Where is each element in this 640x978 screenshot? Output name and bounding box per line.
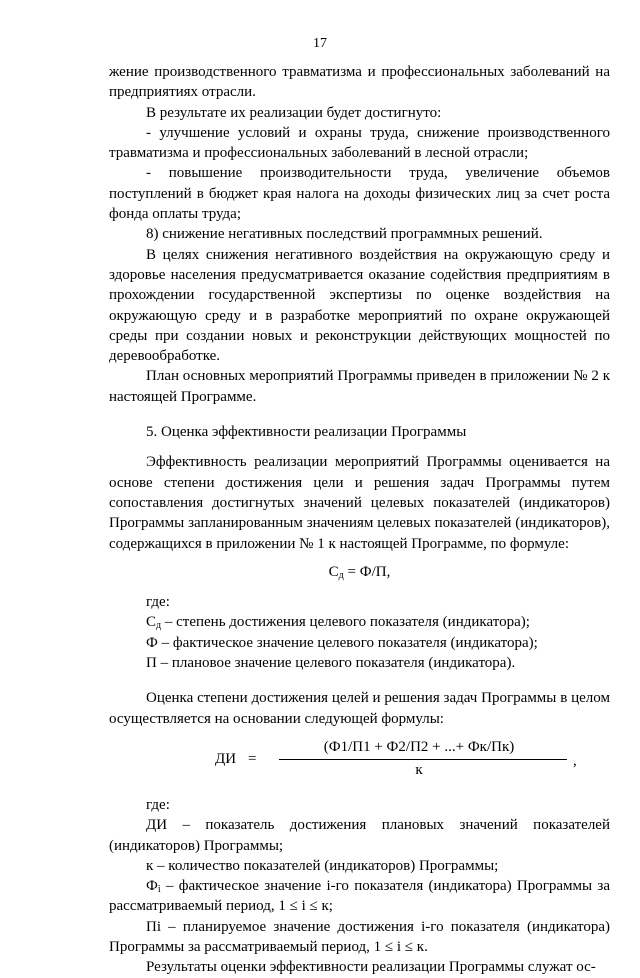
document-body bbox=[109, 62, 610, 978]
formula-equals: = bbox=[248, 750, 257, 767]
definition-subscript: i bbox=[157, 884, 161, 896]
list-item: - повышение производительности труда, увеличение объемов поступлений в бюджет края налога на доходы физических лиц за счет роста фонда оплаты труда; bbox=[109, 165, 610, 223]
formula-symbol: С bbox=[328, 563, 339, 580]
paragraph: жение производственного травматизма и профессиональных заболеваний на предприятиях отрасли. bbox=[109, 64, 610, 101]
definition-item bbox=[109, 876, 610, 917]
paragraph: В целях снижения негативного воздействия на окружающую среду и здоровье населения предусматривается оказание содействия предприятиям в прохождении государственной экспертизы по оценке воздействия на окружающую среду и в разработке мероприятий по охране окружающей среды при создании новых и реконструкции действующих мощностей по деревообработке. bbox=[109, 246, 610, 365]
paragraph: Эффективность реализации мероприятий Программы оценивается на основе степени достижения цели и решения задач Программы путем сопоставления достигнутых значений целевых показателей (индикаторов) Программы запланированным значениям целевых показателей (индикаторов), содержащихся в приложении № 1 к настоящей Программе, по формуле: bbox=[109, 454, 610, 552]
paragraph: План основных мероприятий Программы приведен в приложении № 2 к настоящей Программе. bbox=[109, 368, 610, 405]
definition-text: – степень достижения целевого показателя (индикатора); bbox=[161, 614, 530, 631]
definition-symbol: Ф bbox=[146, 878, 158, 895]
formula-denominator: к bbox=[415, 761, 423, 778]
list-item: - улучшение условий и охраны труда, снижение производственного травматизма и профессиональных заболеваний в лесной отрасли; bbox=[109, 124, 610, 162]
definition-item: к – количество показателей (индикаторов) Программы; bbox=[146, 857, 499, 874]
definition-item: Ф – фактическое значение целевого показателя (индикатора); bbox=[146, 634, 538, 651]
formula-sd bbox=[109, 562, 610, 582]
definition-text: – фактическое значение i-го показателя (индикатора) Программы за рассматриваемый период, 1 ≤ i ≤ к; bbox=[109, 878, 610, 915]
paragraph: Результаты оценки эффективности реализации Программы служат ос- bbox=[146, 959, 596, 976]
list-item: 8) снижение негативных последствий программных решений. bbox=[146, 226, 543, 243]
page-number: 17 bbox=[313, 36, 327, 51]
where-label: где: bbox=[146, 594, 170, 611]
formula-comma: , bbox=[573, 752, 577, 769]
definition-item: Пi – планируемое значение достижения i-го показателя (индикатора) Программы за рассматриваемый период, 1 ≤ i ≤ к. bbox=[109, 918, 610, 955]
section-heading: 5. Оценка эффективности реализации Программы bbox=[146, 424, 467, 441]
formula-lhs: ДИ bbox=[215, 750, 237, 767]
definition-item: П – плановое значение целевого показателя (индикатора). bbox=[146, 655, 516, 672]
definition-item bbox=[109, 612, 610, 632]
formula-numerator: (Ф1/П1 + Ф2/П2 + ...+ Фк/Пк) bbox=[323, 738, 515, 755]
paragraph: В результате их реализации будет достигнуто: bbox=[146, 104, 442, 121]
formula-rhs: = Ф/П, bbox=[343, 563, 391, 580]
formula-subscript: д bbox=[338, 569, 344, 581]
definition-symbol: С bbox=[146, 614, 157, 631]
paragraph: Оценка степени достижения целей и решения задач Программы в целом осуществляется на основании следующей формулы: bbox=[109, 690, 610, 727]
where-label: где: bbox=[146, 796, 170, 813]
formula-di bbox=[109, 737, 610, 785]
definition-item: ДИ – показатель достижения плановых значений показателей (индикаторов) Программы; bbox=[109, 817, 610, 854]
definition-subscript: д bbox=[156, 620, 162, 632]
